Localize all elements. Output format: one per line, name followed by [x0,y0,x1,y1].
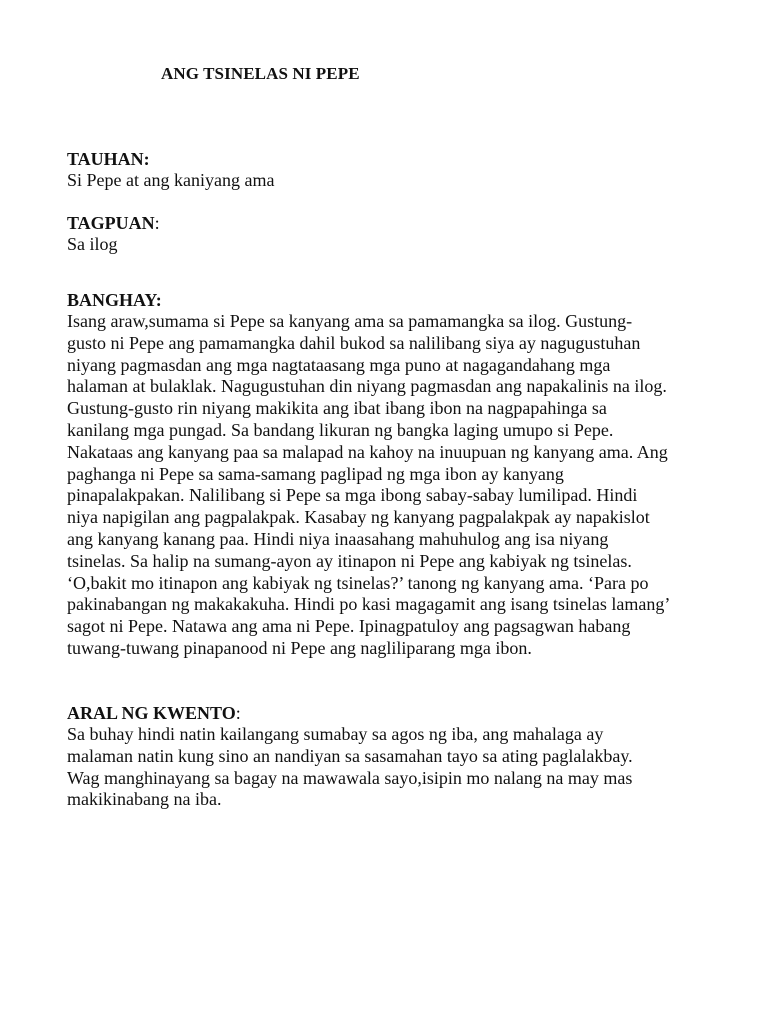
section-body: Sa ilog [67,234,118,254]
heading-colon: : [154,213,160,233]
section-tauhan [67,148,707,192]
section-tagpuan [67,212,707,256]
section-heading [67,702,707,724]
heading-label: TAUHAN: [67,149,150,169]
heading-label: TAGPUAN [67,213,155,233]
document-title: ANG TSINELAS NI PEPE [161,64,360,83]
heading-label: BANGHAY: [67,290,162,310]
section-heading [67,289,707,311]
section-banghay [67,289,707,660]
heading-label: ARAL NG KWENTO [67,703,236,723]
section-heading [67,212,707,234]
section-heading [67,148,707,170]
section-body: Isang araw,sumama si Pepe sa kanyang ama sa pamamangka sa ilog. Gustung- gusto ni Pepe ang pamamangka dahil bukod sa nalilibang siya ay nagugustuhan niyang pagmasdan ang mga nagtataasang mga puno at nagagandahang mga halaman at bulaklak. Nagugustuhan din niyang pagmasdan ang napakalinis na ilog. Gustung-gusto rin niyang makikita ang ibat ibang ibon na nagpapahinga sa kanilang mga pungad. Sa bandang likuran ng bangka laging umupo si Pepe. Nakataas ang kanyang paa sa malapad na kahoy na inuupuan ng kanyang ama. Ang paghanga ni Pepe sa sama-samang paglipad ng mga ibon ay kanyang pinapalakpakan. Nalilibang si Pepe sa mga ibong sabay-sabay lumilipad. Hindi niya napigilan ang pagpalakpak. Kasabay ng kanyang pagpalakpak ay napakislot ang kanyang kanang paa. Hindi niya inaasahang mahuhulog ang isa niyang tsinelas. Sa halip na sumang-ayon ay itinapon ni Pepe ang kabiyak ng tsinelas. ‘O,bakit mo itinapon ang kabiyak ng tsinelas?’ tanong ng kanyang ama. ‘Para po pakinabangan ng makakakuha. Hindi po kasi magagamit ang isang tsinelas lamang’ sagot ni Pepe. Natawa ang ama ni Pepe. Ipinagpatuloy ang pagsagwan habang tuwang-tuwang pinapanood ni Pepe ang nagliliparang mga ibon. [67,311,671,658]
section-body: Si Pepe at ang kaniyang ama [67,170,275,190]
heading-colon: : [235,703,241,723]
section-aral-ng-kwento [67,702,707,811]
section-body: Sa buhay hindi natin kailangang sumabay sa agos ng iba, ang mahalaga ay malaman natin kung sino an nandiyan sa sasamahan tayo sa ating paglalakbay. Wag manghinayang sa bagay na mawawala sayo,isipin mo nalang na may mas makikinabang na iba. [67,724,633,810]
